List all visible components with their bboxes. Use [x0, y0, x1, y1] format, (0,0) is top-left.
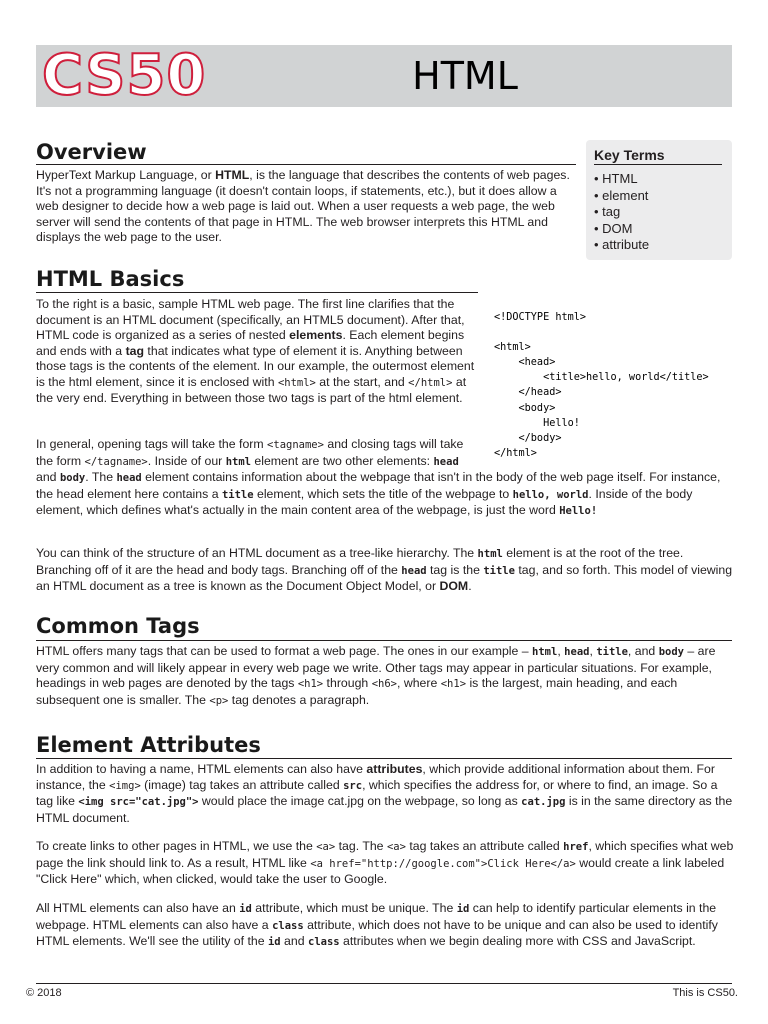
text-run: , which specifies what web page the link should link to. As a result, HTML like	[36, 839, 734, 870]
text-run: HTML offers many tags that can be used to format a web page. The ones in our example –	[36, 644, 533, 658]
text-run: would place the image cat.jpg on the webpage, so long as	[198, 794, 522, 808]
text-run: . Inside of our	[147, 453, 226, 468]
inline-code: head	[116, 472, 142, 484]
text-run: To the right is a basic, sample HTML web page. The first line clarifies that the document is an HTML document (specifically, an HTML5 document). After that, HTML code is organized as a series of nested	[36, 297, 465, 342]
key-term-item: • DOM	[594, 220, 633, 236]
text-run: In addition to having a name, HTML elements can also have	[36, 762, 367, 776]
text-run: tag. The	[335, 839, 387, 853]
text-run: element are two other elements:	[250, 453, 434, 468]
bold-term: elements	[289, 328, 343, 342]
inline-code: </html>	[408, 376, 453, 389]
text-run: HyperText Markup Language, or	[36, 168, 216, 182]
text-run: element, which sets the title of the webpage to	[253, 486, 513, 501]
common-tags-paragraph	[36, 644, 736, 709]
sample-html-code: <!DOCTYPE html> <html> <head> <title>hello, world</title> </head> <body> Hello! </body> </html>	[494, 312, 709, 459]
inline-code: <h6>	[371, 678, 397, 690]
text-run: You can think of the structure of an HTML document as a tree-like hierarchy. The	[36, 546, 478, 560]
inline-code: id	[239, 903, 252, 915]
basics-paragraph-1	[36, 297, 476, 407]
text-run: at the very end. Everything in between those two tags is part of the html element.	[36, 374, 467, 405]
text-run: tag denotes a paragraph.	[228, 692, 370, 707]
inline-code: id	[456, 903, 470, 915]
inline-code: html	[477, 548, 503, 560]
inline-code: <img>	[109, 779, 141, 792]
text-run: , and	[627, 644, 659, 658]
key-term-item: • element	[594, 187, 649, 203]
attributes-paragraph-3	[36, 901, 736, 951]
key-terms-box	[586, 140, 732, 260]
inline-code: <h1>	[297, 678, 324, 690]
text-run: can help to identify particular elements in the webpage. HTML elements can also have a	[36, 901, 717, 932]
section-rule	[36, 758, 732, 759]
overview-paragraph	[36, 168, 576, 246]
basics-paragraph-3	[36, 546, 736, 595]
text-run: at the start, and	[315, 374, 409, 389]
inline-code: <a>	[316, 841, 336, 853]
inline-code: hello, world	[512, 488, 589, 501]
attributes-paragraph-2	[36, 839, 736, 888]
text-run: (image) tag takes an attribute called	[140, 777, 344, 792]
section-title-element-attributes: Element Attributes	[36, 733, 261, 757]
key-term-item: • HTML	[594, 171, 638, 186]
key-terms-list	[594, 171, 649, 254]
section-title-html-basics: HTML Basics	[36, 267, 185, 291]
section-title-common-tags: Common Tags	[36, 614, 200, 638]
section-title-overview: Overview	[36, 140, 147, 164]
inline-code: head	[564, 646, 590, 658]
inline-code: class	[308, 936, 340, 948]
text-run: would create a link labeled "Click Here" which, when clicked, would take the user to Google.	[36, 855, 725, 886]
bold-term: HTML	[215, 168, 250, 182]
text-run: ,	[557, 644, 565, 658]
inline-code: head	[433, 455, 459, 468]
inline-code: src	[343, 779, 363, 792]
inline-code: Hello!	[559, 505, 598, 517]
text-run: . Each element begins and ends with a	[36, 328, 465, 358]
text-run: attribute, which does not have to be unique and can also be used to identify HTML elements. We'll see the utility of the	[36, 917, 718, 948]
code-wrap-spacer	[474, 437, 736, 465]
inline-code: <h1>	[440, 678, 467, 690]
cs50-logo: CS50	[42, 43, 207, 108]
text-run: tag is the	[426, 562, 484, 577]
footer-rule	[36, 983, 732, 984]
key-terms-title: Key Terms	[594, 147, 665, 163]
inline-code: body	[59, 472, 86, 484]
basics-paragraph-2a	[36, 437, 736, 520]
inline-code: <html>	[277, 376, 316, 389]
key-term-item: • attribute	[594, 237, 650, 252]
footer-tagline: This is CS50.	[672, 987, 738, 999]
text-run: attribute, which must be unique. The	[251, 901, 457, 915]
inline-code: href	[563, 841, 589, 853]
text-run: attributes when we begin dealing more with CSS and JavaScript.	[339, 934, 696, 948]
inline-code: head	[401, 564, 427, 577]
inline-code: cat.jpg	[521, 796, 566, 808]
text-run: . Inside of the body element, which defines what's actually in the main content area of the webpage, is just the word	[36, 486, 693, 517]
footer-copyright: © 2018	[26, 987, 62, 999]
text-run: element is at the root of the tree. Branching off of it are the head and body tags. Branching off of the	[36, 546, 684, 577]
text-run: and	[280, 934, 308, 948]
text-run: tag, and so forth. This model of viewing an HTML document as a tree is known as the Document Object Model, or	[36, 562, 733, 593]
text-run: – are very common and will likely appear in every web page we write. Other tags may appear in particular situations. For example, headings in web pages are denoted by the tags	[36, 644, 716, 690]
inline-code: title	[221, 488, 254, 501]
text-run: , where	[396, 676, 441, 690]
attributes-paragraph-1	[36, 762, 736, 826]
inline-code: <p>	[209, 694, 229, 707]
text-run: tag takes an attribute called	[405, 839, 564, 853]
text-run: , which provide additional information about them. For instance, the	[36, 762, 715, 792]
inline-code: <a>	[386, 841, 406, 853]
inline-code: class	[272, 919, 304, 932]
section-rule	[36, 164, 576, 165]
text-run: .	[468, 579, 472, 593]
text-run: that indicates what type of element it is. Anything between those tags is the contents of the element. In our example, the outermost element is the html element, since it is enclosed with	[36, 343, 475, 389]
text-run: All HTML elements can also have an	[36, 901, 240, 915]
inline-code: body	[658, 646, 684, 658]
text-run: and closing tags will take the form	[36, 437, 464, 468]
text-run: through	[323, 676, 372, 690]
text-run: ,	[589, 644, 597, 658]
inline-code: id	[267, 936, 281, 948]
text-run: To create links to other pages in HTML, we use the	[36, 839, 317, 853]
text-run: is in the same directory as the HTML document.	[36, 794, 733, 825]
text-run: , is the language that describes the contents of web pages. It's not a programming language (it doesn't contain loops, if statements, etc.), but it does allow a web designer to decide how a web page is laid out. When a user requests a web page, the web server will send the contents of that page in HTML. The web browser interprets this HTML and displays the web page to the user.	[36, 168, 570, 244]
key-term-item: • tag	[594, 204, 621, 219]
bold-term: tag	[125, 343, 145, 358]
inline-code: <a href="http://google.com">Click Here</a>	[310, 857, 576, 870]
inline-code: html	[532, 646, 558, 658]
inline-code: html	[225, 455, 251, 468]
text-run: . The	[85, 470, 117, 484]
bold-term: DOM	[439, 579, 469, 593]
text-run: In general, opening tags will take the form	[36, 437, 268, 451]
section-rule	[36, 640, 732, 641]
text-run: is the largest, main heading, and each subsequent one is smaller. The	[36, 676, 678, 707]
text-run: and	[36, 470, 60, 484]
inline-code: <img src="cat.jpg">	[78, 796, 199, 808]
inline-code: title	[596, 646, 628, 658]
page-title: HTML	[412, 54, 518, 98]
text-run: element contains information about the webpage that isn't in the body of the web page itself. For instance, the head element here contains a	[36, 470, 721, 501]
inline-code: </tagname>	[84, 455, 148, 468]
inline-code: title	[483, 564, 515, 577]
bold-term: attributes	[366, 762, 423, 776]
section-rule	[36, 292, 478, 293]
inline-code: <tagname>	[267, 439, 324, 451]
key-terms-rule	[594, 164, 722, 165]
text-run: , which specifies the address for, or where to find, an image. So a tag like	[36, 777, 718, 808]
